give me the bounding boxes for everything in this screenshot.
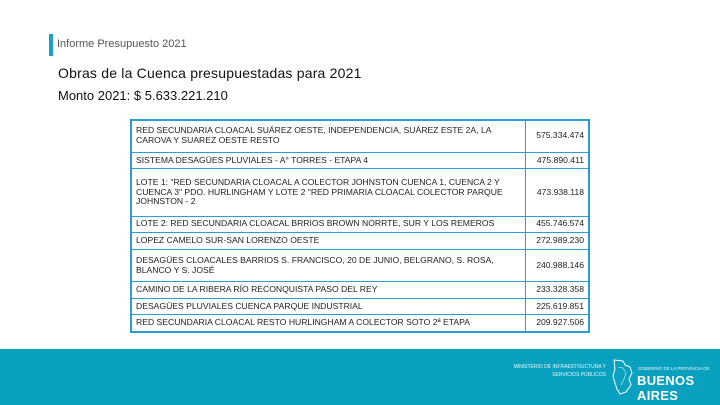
work-amount: 473.938.118 (526, 169, 589, 216)
table-row (132, 298, 588, 315)
work-description: DESAGÜES PLUVIALES CUENCA PARQUE INDUSTRIAL (132, 298, 526, 315)
table-row (132, 233, 588, 250)
work-amount: 272.989.230 (526, 233, 589, 250)
work-amount: 575.334.474 (526, 121, 589, 152)
ministry-name: MINISTERIO DE INFRAESTRUCTURA Y SERVICIOS PÚBLICOS (513, 364, 606, 378)
table-row (132, 216, 588, 233)
province-map-icon (611, 359, 633, 395)
total-amount: Monto 2021: $ 5.633.221.210 (58, 88, 228, 103)
table-row (132, 152, 588, 169)
header-accent-bar (49, 34, 53, 56)
table-row (132, 315, 588, 331)
table-row (132, 121, 588, 152)
work-amount: 233.328.358 (526, 281, 589, 298)
work-amount: 475.890.411 (526, 152, 589, 169)
work-amount: 455.746.574 (526, 216, 589, 233)
works-table (130, 119, 590, 333)
work-description: SISTEMA DESAGÜES PLUVIALES - A° TORRES - ETAPA 4 (132, 152, 526, 169)
work-amount: 240.988.146 (526, 250, 589, 282)
work-description: CAMINO DE LA RIBERA RÍO RECONQUISTA PASO DEL REY (132, 281, 526, 298)
table-row (132, 281, 588, 298)
table-row (132, 250, 588, 282)
work-description: LOTE 2: RED SECUNDARIA CLOACAL BRRIOS BROWN NORRTE, SUR Y LOS REMEROS (132, 216, 526, 233)
work-amount: 209.927.506 (526, 315, 589, 331)
brand-subtitle: GOBIERNO DE LA PROVINCIA DE (638, 366, 710, 371)
work-amount: 225.619.851 (526, 298, 589, 315)
work-description: RED SECUNDARIA CLOACAL SUÁREZ OESTE, INDEPENDENCIA, SUÁREZ ESTE 2A, LA CAROVA Y SUAREZ OESTE RESTO (132, 121, 526, 152)
work-description: RED SECUNDARIA CLOACAL RESTO HURLINGHAM A COLECTOR SOTO 2ª ETAPA (136, 317, 470, 328)
report-label: Informe Presupuesto 2021 (57, 38, 187, 50)
brand-name: BUENOS AIRES (637, 373, 695, 403)
work-description: LOTE 1: "RED SECUNDARIA CLOACAL A COLECTOR JOHNSTON CUENCA 1, CUENCA 2 Y CUENCA 3" PDO. HURLINGHAM Y LOTE 2 "RED PRIMARIA CLOACAL COLECTOR PARQUE JOHNSTON - 2 (132, 169, 526, 216)
work-description: LOPEZ CAMELO SUR-SAN LORENZO OESTE (132, 233, 526, 250)
work-description: DESAGÜES CLOACALES BARRIOS S. FRANCISCO, 20 DE JUNIO, BELGRANO, S. ROSA, BLANCO Y S. JOSÉ (132, 250, 526, 282)
table-row (132, 169, 588, 216)
page-title: Obras de la Cuenca presupuestadas para 2021 (58, 65, 362, 81)
works-table-grid (132, 121, 588, 331)
